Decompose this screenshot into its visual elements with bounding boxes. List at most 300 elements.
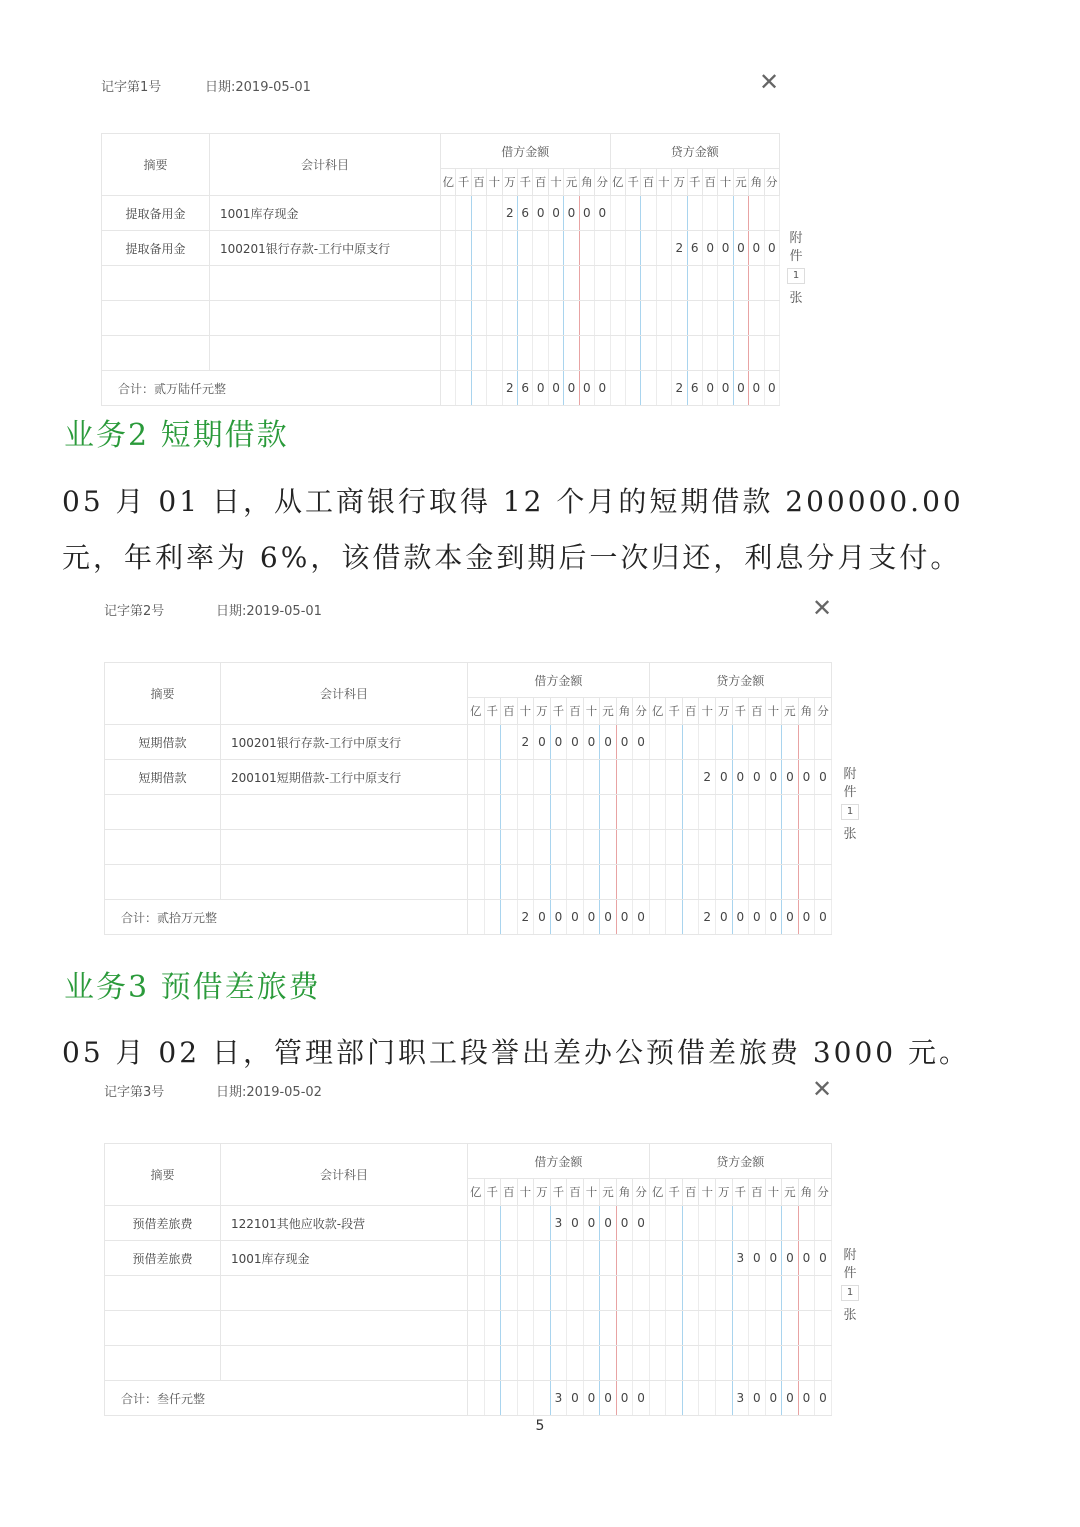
- amount-digit: [732, 1311, 749, 1346]
- subject-cell[interactable]: 122101其他应收款-段营: [221, 1206, 468, 1241]
- subject-cell[interactable]: 100201银行存款-工行中原支行: [221, 725, 468, 760]
- amount-digit: [815, 795, 832, 830]
- amount-digit: [656, 301, 671, 336]
- amount-digit: [610, 301, 625, 336]
- unit-label: 十: [765, 698, 782, 725]
- unit-label: 角: [798, 698, 815, 725]
- unit-label: 千: [687, 169, 702, 196]
- amount-digit: 0: [633, 725, 650, 760]
- amount-digit: 0: [702, 371, 717, 406]
- voucher-table: [104, 1143, 832, 1416]
- amount-digit: [487, 336, 502, 371]
- subject-cell[interactable]: [221, 865, 468, 900]
- amount-digit: [764, 301, 779, 336]
- amount-digit: 0: [732, 760, 749, 795]
- amount-digit: 0: [600, 1381, 617, 1416]
- summary-cell[interactable]: [102, 301, 210, 336]
- amount-digit: [666, 1241, 683, 1276]
- amount-digit: [583, 1241, 600, 1276]
- summary-cell[interactable]: 提取备用金: [102, 231, 210, 266]
- amount-digit: [633, 830, 650, 865]
- amount-digit: [471, 231, 486, 266]
- close-icon[interactable]: ✕: [812, 594, 833, 622]
- amount-digit: 3: [732, 1241, 749, 1276]
- amount-digit: [468, 1276, 485, 1311]
- amount-digit: [733, 266, 748, 301]
- amount-digit: [749, 1346, 766, 1381]
- amount-digit: [749, 725, 766, 760]
- amount-digit: [456, 371, 471, 406]
- amount-digit: [456, 301, 471, 336]
- unit-label: 元: [733, 169, 748, 196]
- amount-digit: [798, 1311, 815, 1346]
- amount-digit: 0: [815, 1381, 832, 1416]
- amount-digit: [672, 196, 687, 231]
- amount-digit: [656, 196, 671, 231]
- amount-digit: [550, 830, 567, 865]
- unit-label: 元: [782, 1179, 799, 1206]
- amount-digit: [682, 1241, 699, 1276]
- amount-digit: [441, 371, 456, 406]
- total-label: 合计：叁仟元整: [105, 1381, 468, 1416]
- subject-header: 会计科目: [210, 134, 441, 196]
- amount-digit: [815, 1206, 832, 1241]
- amount-digit: [633, 1346, 650, 1381]
- subject-cell[interactable]: 1001库存现金: [221, 1241, 468, 1276]
- amount-digit: [764, 336, 779, 371]
- subject-cell[interactable]: [210, 301, 441, 336]
- amount-digit: [666, 1346, 683, 1381]
- amount-digit: [732, 1346, 749, 1381]
- amount-digit: 0: [548, 196, 563, 231]
- amount-digit: [583, 865, 600, 900]
- amount-digit: 0: [616, 1381, 633, 1416]
- amount-digit: [641, 301, 656, 336]
- amount-digit: [749, 795, 766, 830]
- summary-cell[interactable]: 短期借款: [105, 760, 221, 795]
- amount-digit: 0: [718, 371, 733, 406]
- amount-digit: [616, 1241, 633, 1276]
- voucher-2: [104, 594, 864, 940]
- amount-digit: [641, 336, 656, 371]
- amount-digit: 0: [749, 1381, 766, 1416]
- total-label: 合计：贰拾万元整: [105, 900, 468, 935]
- table-row[interactable]: [105, 1346, 832, 1381]
- amount-digit: [672, 301, 687, 336]
- unit-label: 千: [484, 698, 501, 725]
- amount-digit: [468, 1206, 485, 1241]
- unit-label: 角: [798, 1179, 815, 1206]
- amount-digit: [517, 830, 534, 865]
- amount-digit: [732, 1206, 749, 1241]
- amount-digit: [633, 760, 650, 795]
- amount-digit: [517, 865, 534, 900]
- table-row[interactable]: [102, 266, 780, 301]
- summary-cell[interactable]: [105, 1276, 221, 1311]
- unit-label: 千: [666, 1179, 683, 1206]
- amount-digit: [600, 1276, 617, 1311]
- amount-digit: [533, 266, 548, 301]
- amount-digit: [699, 1206, 716, 1241]
- amount-digit: [468, 830, 485, 865]
- amount-digit: 0: [815, 1241, 832, 1276]
- amount-digit: 0: [533, 371, 548, 406]
- amount-digit: [815, 1346, 832, 1381]
- voucher-table: [104, 662, 832, 935]
- subject-cell[interactable]: [210, 266, 441, 301]
- amount-digit: [633, 1311, 650, 1346]
- amount-digit: [656, 371, 671, 406]
- amount-digit: [468, 900, 485, 935]
- amount-digit: [649, 1241, 666, 1276]
- amount-digit: [649, 1381, 666, 1416]
- amount-digit: [456, 336, 471, 371]
- amount-digit: [456, 266, 471, 301]
- unit-label: 百: [533, 169, 548, 196]
- unit-label: 千: [456, 169, 471, 196]
- amount-digit: [716, 1206, 733, 1241]
- amount-digit: 0: [765, 1381, 782, 1416]
- unit-label: 角: [579, 169, 594, 196]
- amount-digit: 0: [579, 196, 594, 231]
- amount-digit: [550, 795, 567, 830]
- unit-label: 分: [815, 698, 832, 725]
- amount-digit: [765, 725, 782, 760]
- amount-digit: [815, 865, 832, 900]
- amount-digit: [471, 266, 486, 301]
- amount-digit: [550, 1241, 567, 1276]
- subject-cell[interactable]: 1001库存现金: [210, 196, 441, 231]
- unit-label: 分: [764, 169, 779, 196]
- table-row[interactable]: [102, 231, 780, 266]
- subject-cell[interactable]: [221, 830, 468, 865]
- amount-digit: [518, 266, 533, 301]
- unit-label: 角: [616, 1179, 633, 1206]
- table-row[interactable]: [102, 336, 780, 371]
- amount-digit: 0: [749, 1241, 766, 1276]
- amount-digit: [718, 266, 733, 301]
- amount-digit: [749, 865, 766, 900]
- unit-label: 千: [666, 698, 683, 725]
- amount-digit: [716, 1241, 733, 1276]
- debit-header: 借方金额: [468, 663, 650, 698]
- unit-label: 十: [517, 1179, 534, 1206]
- subject-cell[interactable]: [221, 1276, 468, 1311]
- amount-digit: [687, 336, 702, 371]
- amount-digit: [441, 196, 456, 231]
- amount-digit: [765, 830, 782, 865]
- amount-digit: [733, 196, 748, 231]
- amount-digit: [518, 336, 533, 371]
- unit-label: 角: [749, 169, 764, 196]
- summary-cell[interactable]: 短期借款: [105, 725, 221, 760]
- amount-digit: 0: [749, 371, 764, 406]
- amount-digit: 0: [616, 725, 633, 760]
- amount-digit: [468, 1241, 485, 1276]
- amount-digit: [595, 231, 610, 266]
- unit-label: 千: [484, 1179, 501, 1206]
- amount-digit: [501, 900, 518, 935]
- amount-digit: [484, 795, 501, 830]
- amount-digit: [502, 231, 517, 266]
- amount-digit: [456, 196, 471, 231]
- unit-label: 万: [502, 169, 517, 196]
- amount-digit: [501, 1241, 518, 1276]
- voucher-1: [101, 68, 821, 396]
- amount-digit: 0: [716, 900, 733, 935]
- amount-digit: [534, 1241, 551, 1276]
- amount-digit: [534, 795, 551, 830]
- amount-digit: [699, 865, 716, 900]
- voucher-date: 日期:2019-05-02: [216, 1085, 322, 1100]
- unit-label: 百: [471, 169, 486, 196]
- amount-digit: [749, 830, 766, 865]
- amount-digit: 0: [798, 1241, 815, 1276]
- amount-digit: [600, 760, 617, 795]
- attachment-count-box[interactable]: 1: [787, 268, 805, 284]
- amount-digit: [718, 196, 733, 231]
- table-row[interactable]: [105, 725, 832, 760]
- unit-label: 十: [583, 1179, 600, 1206]
- amount-digit: 6: [687, 371, 702, 406]
- amount-digit: 0: [583, 1381, 600, 1416]
- attachment-label: 附件: [843, 767, 857, 800]
- amount-digit: [625, 371, 640, 406]
- attachment-count-box[interactable]: 1: [841, 1285, 859, 1301]
- amount-digit: 0: [749, 760, 766, 795]
- amount-digit: [583, 1346, 600, 1381]
- amount-digit: [567, 1276, 584, 1311]
- total-label: 合计：贰万陆仟元整: [102, 371, 441, 406]
- voucher-number: 记字第1号: [101, 80, 162, 95]
- amount-digit: [649, 1311, 666, 1346]
- amount-digit: [600, 865, 617, 900]
- attachment-label: 附件: [789, 231, 803, 264]
- amount-digit: [610, 266, 625, 301]
- table-row[interactable]: [105, 1241, 832, 1276]
- debit-header: 借方金额: [468, 1144, 650, 1179]
- subject-cell[interactable]: [210, 336, 441, 371]
- amount-digit: [484, 1206, 501, 1241]
- credit-header: 贷方金额: [649, 663, 831, 698]
- summary-cell[interactable]: [105, 795, 221, 830]
- header-row: [105, 663, 832, 698]
- amount-digit: 0: [534, 900, 551, 935]
- subject-cell[interactable]: 200101短期借款-工行中原支行: [221, 760, 468, 795]
- amount-digit: [732, 830, 749, 865]
- total-row: [105, 1381, 832, 1416]
- summary-cell[interactable]: [102, 336, 210, 371]
- amount-digit: [666, 795, 683, 830]
- unit-label: 百: [749, 1179, 766, 1206]
- amount-digit: [765, 1206, 782, 1241]
- amount-digit: [487, 371, 502, 406]
- amount-digit: [468, 1311, 485, 1346]
- amount-digit: [682, 1346, 699, 1381]
- attachment-count: [785, 230, 807, 308]
- amount-digit: 2: [672, 371, 687, 406]
- amount-digit: [502, 336, 517, 371]
- amount-digit: 0: [567, 900, 584, 935]
- summary-cell[interactable]: 提取备用金: [102, 196, 210, 231]
- amount-digit: [595, 301, 610, 336]
- summary-cell[interactable]: [105, 865, 221, 900]
- voucher-date: 日期:2019-05-01: [205, 80, 311, 95]
- voucher-table: [101, 133, 780, 406]
- amount-digit: 3: [550, 1206, 567, 1241]
- amount-digit: 0: [733, 231, 748, 266]
- amount-digit: [616, 795, 633, 830]
- table-row[interactable]: [105, 865, 832, 900]
- total-row: [105, 900, 832, 935]
- amount-digit: 0: [595, 371, 610, 406]
- amount-digit: [649, 1276, 666, 1311]
- amount-digit: [749, 266, 764, 301]
- amount-digit: [564, 336, 579, 371]
- amount-digit: [641, 266, 656, 301]
- amount-digit: [484, 900, 501, 935]
- amount-digit: [567, 760, 584, 795]
- amount-digit: [518, 231, 533, 266]
- summary-cell[interactable]: [105, 830, 221, 865]
- amount-digit: [484, 830, 501, 865]
- amount-digit: [815, 1311, 832, 1346]
- subject-cell[interactable]: [221, 1346, 468, 1381]
- amount-digit: [600, 1346, 617, 1381]
- amount-digit: [702, 266, 717, 301]
- amount-digit: [534, 1346, 551, 1381]
- amount-digit: [666, 1276, 683, 1311]
- amount-digit: [517, 1346, 534, 1381]
- summary-cell[interactable]: 预借差旅费: [105, 1206, 221, 1241]
- amount-digit: [616, 1276, 633, 1311]
- table-row[interactable]: [102, 196, 780, 231]
- amount-digit: [798, 795, 815, 830]
- amount-digit: [656, 266, 671, 301]
- amount-digit: [616, 830, 633, 865]
- amount-digit: [616, 1346, 633, 1381]
- amount-digit: [687, 196, 702, 231]
- amount-digit: [441, 336, 456, 371]
- section-text: 05 月 01 日，从工商银行取得 12 个月的短期借款 200000.00 元，年利率为 6%，该借款本金到期后一次归还，利息分月支付。: [62, 485, 964, 574]
- table-row[interactable]: [105, 760, 832, 795]
- amount-digit: [550, 1311, 567, 1346]
- summary-cell[interactable]: [105, 1311, 221, 1346]
- table-row[interactable]: [105, 795, 832, 830]
- amount-digit: 0: [550, 900, 567, 935]
- amount-digit: 0: [765, 760, 782, 795]
- summary-cell[interactable]: 预借差旅费: [105, 1241, 221, 1276]
- header-row: [105, 1144, 832, 1179]
- amount-digit: 0: [567, 725, 584, 760]
- amount-digit: [666, 865, 683, 900]
- amount-digit: [517, 1381, 534, 1416]
- unit-label: 百: [641, 169, 656, 196]
- amount-digit: [501, 725, 518, 760]
- amount-digit: [633, 795, 650, 830]
- amount-digit: [733, 301, 748, 336]
- subject-cell[interactable]: [221, 1311, 468, 1346]
- close-icon[interactable]: ✕: [812, 1075, 833, 1103]
- voucher-3: [104, 1075, 864, 1415]
- attachment-unit: 张: [789, 291, 803, 306]
- amount-digit: [782, 830, 799, 865]
- amount-digit: [699, 1311, 716, 1346]
- subject-cell[interactable]: 100201银行存款-工行中原支行: [210, 231, 441, 266]
- amount-digit: [583, 1311, 600, 1346]
- amount-digit: [765, 795, 782, 830]
- amount-digit: [666, 1381, 683, 1416]
- unit-label: 百: [567, 1179, 584, 1206]
- amount-digit: 2: [699, 900, 716, 935]
- amount-digit: [682, 725, 699, 760]
- summary-cell[interactable]: [102, 266, 210, 301]
- table-row[interactable]: [105, 830, 832, 865]
- amount-digit: 0: [564, 371, 579, 406]
- amount-digit: 0: [798, 760, 815, 795]
- table-row[interactable]: [105, 1206, 832, 1241]
- amount-digit: [798, 725, 815, 760]
- amount-digit: [765, 1346, 782, 1381]
- table-row[interactable]: [105, 1276, 832, 1311]
- amount-digit: [625, 231, 640, 266]
- amount-digit: [487, 231, 502, 266]
- amount-digit: 0: [616, 900, 633, 935]
- amount-digit: [550, 1346, 567, 1381]
- summary-cell[interactable]: [105, 1346, 221, 1381]
- amount-digit: [468, 760, 485, 795]
- unit-label: 亿: [441, 169, 456, 196]
- unit-label: 百: [682, 1179, 699, 1206]
- unit-label: 亿: [468, 1179, 485, 1206]
- amount-digit: [484, 865, 501, 900]
- attachment-unit: 张: [843, 1308, 857, 1323]
- debit-header: 借方金额: [441, 134, 611, 169]
- amount-digit: [649, 795, 666, 830]
- amount-digit: [649, 865, 666, 900]
- table-row[interactable]: [105, 1311, 832, 1346]
- amount-digit: 2: [672, 231, 687, 266]
- section-heading: 业务3 预借差旅费: [64, 970, 321, 1005]
- table-row[interactable]: [102, 301, 780, 336]
- amount-digit: [579, 231, 594, 266]
- amount-digit: 0: [718, 231, 733, 266]
- amount-digit: [583, 1276, 600, 1311]
- amount-digit: [533, 231, 548, 266]
- amount-digit: [625, 301, 640, 336]
- close-icon[interactable]: ✕: [759, 68, 780, 96]
- unit-label: 万: [534, 1179, 551, 1206]
- amount-digit: [718, 336, 733, 371]
- amount-digit: [699, 830, 716, 865]
- unit-label: 亿: [649, 1179, 666, 1206]
- amount-digit: [534, 1381, 551, 1416]
- unit-label: 分: [633, 698, 650, 725]
- amount-digit: [765, 1311, 782, 1346]
- amount-digit: [567, 795, 584, 830]
- unit-label: 十: [517, 698, 534, 725]
- amount-digit: [534, 1311, 551, 1346]
- amount-digit: [749, 1276, 766, 1311]
- amount-digit: 0: [579, 371, 594, 406]
- amount-digit: [798, 1346, 815, 1381]
- subject-cell[interactable]: [221, 795, 468, 830]
- unit-label: 百: [682, 698, 699, 725]
- amount-digit: [682, 1276, 699, 1311]
- attachment-count-box[interactable]: 1: [841, 804, 859, 820]
- amount-digit: 2: [502, 196, 517, 231]
- summary-header: 摘要: [105, 663, 221, 725]
